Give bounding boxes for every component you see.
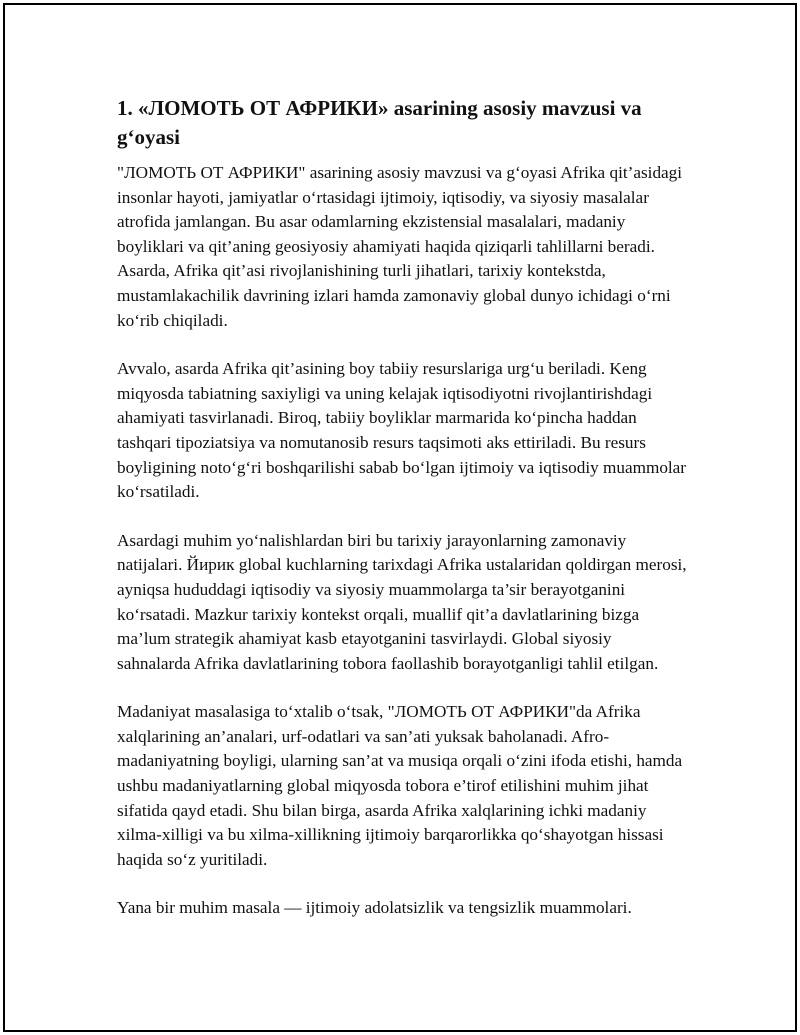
- document-body: [117, 94, 687, 945]
- paragraph-1: "ЛОМОТЬ ОТ АФРИКИ" asarining asosiy mavzusi va g‘oyasi Afrika qit’asidagi insonlar hayoti, jamiyatlar o‘rtasidagi ijtimoiy, iqtisodiy, va siyosiy masalalar atrofida jamlangan. Bu asar odamlarning ekzistensial masalalari, madaniy boyliklari va qit’aning geosiyosiy ahamiyati haqida qiziqarli tahlillarni beradi. Asarda, Afrika qit’asi rivojlanishining turli jihatlari, tarixiy kontekstda, mustamlakachilik davrining izlari hamda zamonaviy global dunyo ichidagi o‘rni ko‘rib chiqiladi.: [117, 163, 683, 330]
- paragraph-5: Yana bir muhim masala — ijtimoiy adolatsizlik va tengsizlik muammolari.: [117, 898, 632, 918]
- paragraph-3: Asardagi muhim yo‘nalishlardan biri bu tarixiy jarayonlarning zamonaviy natijalari. Йирик global kuchlarning tarixdagi Afrika ustalaridan qoldirgan merosi, ayniqsa hududdagi iqtisodiy va siyosiy muammolarga ta’sir berayotganini ko‘rsatadi. Mazkur tarixiy kontekst orqali, muallif qit’a davlatlarining bizga ma’lum strategik ahamiyat kasb etayotganini tasvirlaydi. Global siyosiy sahnalarda Afrika davlatlarining tobora faollashib borayotganligi tahlil etilgan.: [117, 530, 687, 673]
- paragraph-2: Avvalo, asarda Afrika qit’asining boy tabiiy resurslariga urg‘u beriladi. Keng miqyosda tabiatning saxiyligi va uning kelajak iqtisodiyotni rivojlantirishdagi ahamiyati tasvirlanadi. Biroq, tabiiy boyliklar marmarida ko‘pincha haddan tashqari tipoziatsiya va nomutanosib resurs taqsimoti aks ettiriladi. Bu resurs boyligining noto‘g‘ri boshqarilishi sabab bo‘lgan ijtimoiy va iqtisodiy muammolar ko‘rsatiladi.: [117, 359, 687, 502]
- paragraph-4: Madaniyat masalasiga to‘xtalib o‘tsak, "ЛОМОТЬ ОТ АФРИКИ"da Afrika xalqlarining an’analari, urf-odatlari va san’ati yuksak baholanadi. Afro-madaniyatning boyligi, ularning san’at va musiqa orqali o‘zini ifoda etishi, hamda ushbu madaniyatlarning global miqyosda tobora e’tirof etilishini muhim jihat sifatida qayd etadi. Shu bilan birga, asarda Afrika xalqlarining ichki madaniy xilma-xilligi va bu xilma-xillikning ijtimoiy barqarorlikka qo‘shayotgan hissasi haqida so‘z yuritiladi.: [117, 702, 683, 869]
- section-heading: 1. «ЛОМОТЬ ОТ АФРИКИ» asarining asosiy mavzusi va g‘oyasi: [117, 96, 642, 149]
